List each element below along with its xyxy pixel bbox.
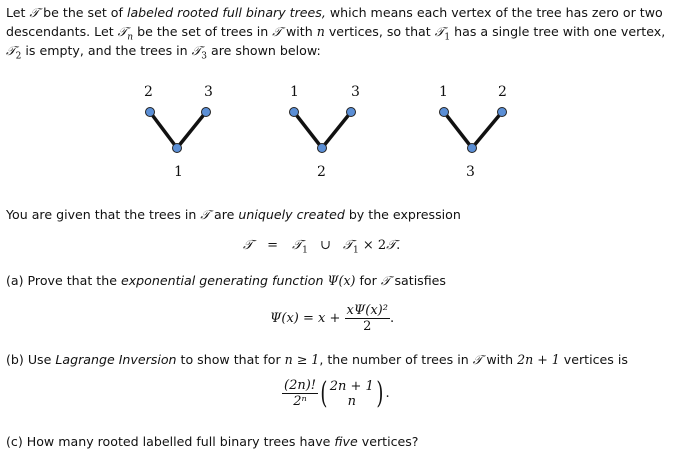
node-label: 2 bbox=[317, 164, 326, 180]
node-label: 1 bbox=[174, 164, 183, 180]
node-label: 3 bbox=[204, 84, 213, 100]
node-label: 3 bbox=[351, 84, 360, 100]
part-a: (a) Prove that the exponential generating function Ψ(x) for 𝒯 satisfies bbox=[6, 273, 446, 288]
given-statement: You are given that the trees in 𝒯 are uniquely created by the expression bbox=[6, 207, 461, 222]
tree-node bbox=[347, 108, 356, 117]
equation-b: $\frac{(2n)!}{\text{2ⁿ}}$ ( 2n + 1 n ) . bbox=[284, 376, 390, 411]
tree-node bbox=[146, 108, 155, 117]
trees-figure bbox=[0, 76, 677, 196]
recursive-expression: 𝒯 = 𝒯$_1$ ∪ 𝒯$_1$ × 2𝒯. bbox=[243, 238, 401, 256]
intro-line-1: Let 𝒯 be the set of labeled rooted full binary trees, which means each vertex of the tree has zero or two bbox=[6, 5, 663, 20]
tree-1 bbox=[144, 84, 213, 180]
tree-node bbox=[173, 144, 182, 153]
part-b: (b) Use Lagrange Inversion to show that for n ≥ 1, the number of trees in 𝒯 with 2n + 1 vertices is bbox=[6, 352, 628, 367]
intro-line-2: descendants. Let 𝒯$_n$ be the set of trees in 𝒯 with n vertices, so that 𝒯$_1$ has a single tree with one vertex, bbox=[6, 24, 666, 43]
tree-node bbox=[468, 144, 477, 153]
node-label: 1 bbox=[290, 84, 299, 100]
set-T-symbol: 𝒯 bbox=[29, 5, 40, 20]
part-c: (c) How many rooted labelled full binary trees have five vertices? bbox=[6, 434, 419, 449]
tree-2 bbox=[290, 84, 360, 180]
tree-node bbox=[318, 144, 327, 153]
tree-node bbox=[440, 108, 449, 117]
tree-node bbox=[498, 108, 507, 117]
tree-node bbox=[202, 108, 211, 117]
equation-a: Ψ(x) = x + $\frac{\text{xΨ(x)²}}{2}$ . bbox=[270, 303, 395, 334]
node-label: 2 bbox=[144, 84, 153, 100]
tree-node bbox=[290, 108, 299, 117]
intro-line-3: 𝒯$_2$ is empty, and the trees in 𝒯$_3$ are shown below: bbox=[6, 43, 321, 62]
node-label: 3 bbox=[466, 164, 475, 180]
node-label: 1 bbox=[439, 84, 448, 100]
tree-3 bbox=[439, 84, 507, 180]
node-label: 2 bbox=[498, 84, 507, 100]
